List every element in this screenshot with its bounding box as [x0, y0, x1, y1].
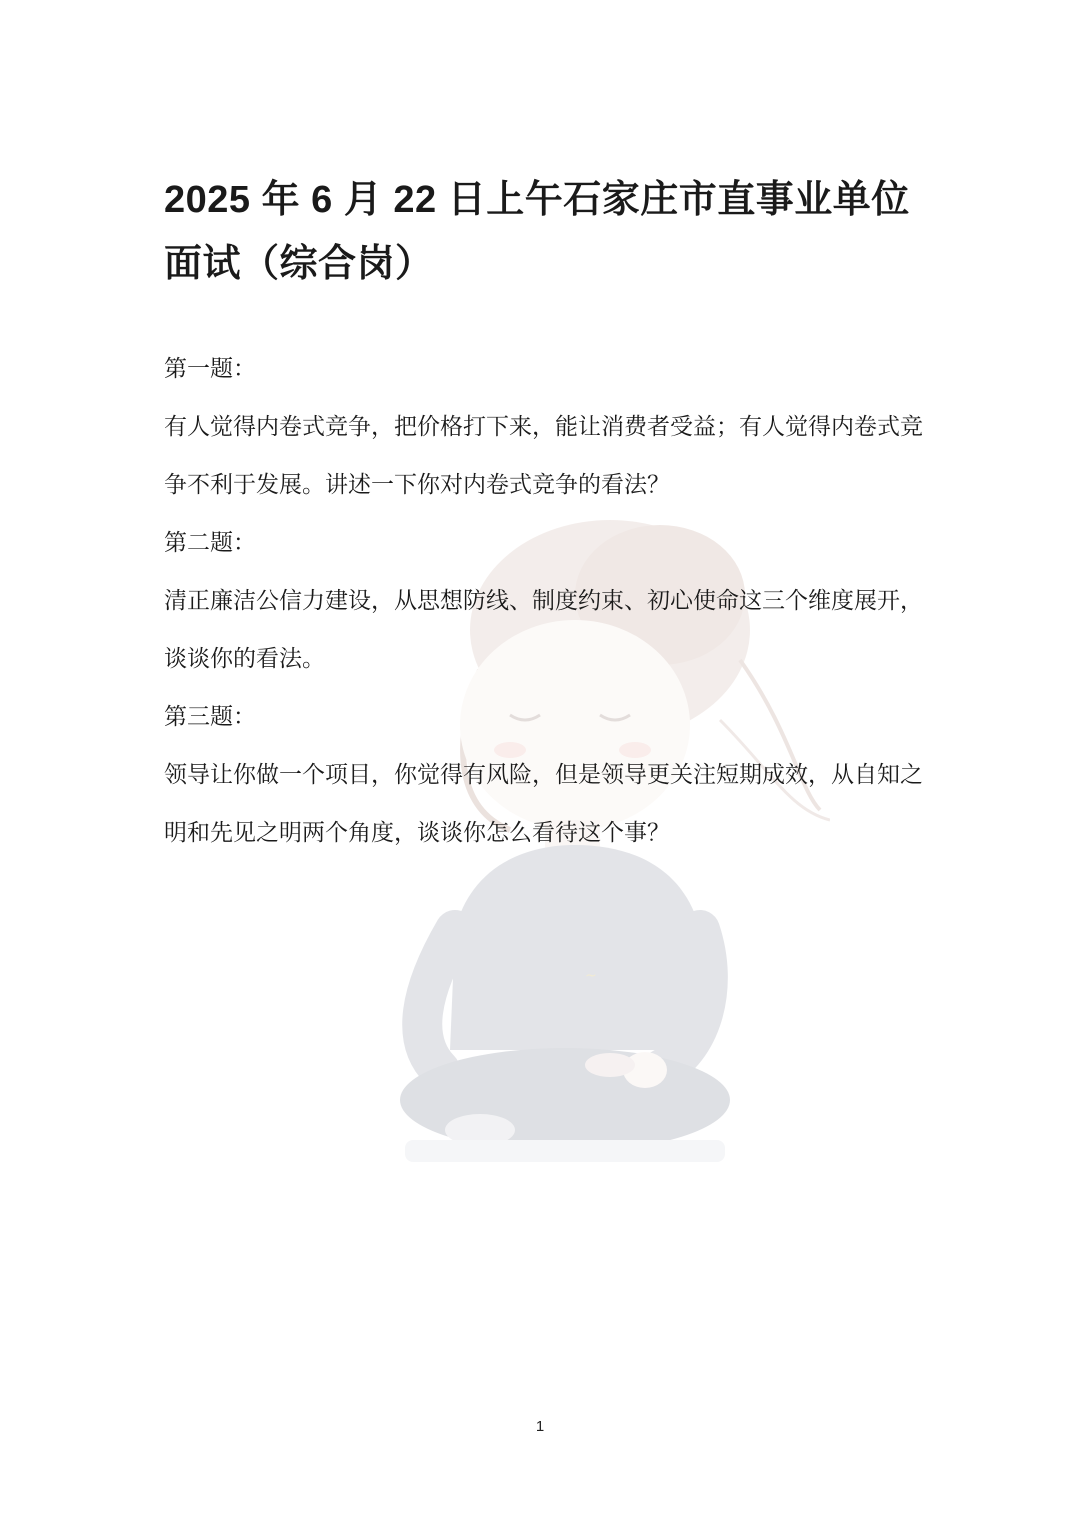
question-text: 清正廉洁公信力建设，从思想防线、制度约束、初心使命这三个维度展开，谈谈你的看法。 [164, 588, 923, 672]
question-1 [164, 340, 924, 514]
question-3 [164, 688, 924, 862]
question-heading: 第一题： [164, 356, 256, 382]
question-heading: 第二题： [164, 530, 256, 556]
question-text: 有人觉得内卷式竞争，把价格打下来，能让消费者受益；有人觉得内卷式竞争不利于发展。讲述一下你对内卷式竞争的看法？ [164, 414, 923, 498]
page-number: 1 [535, 1418, 545, 1435]
question-2 [164, 514, 924, 688]
question-text: 领导让你做一个项目，你觉得有风险，但是领导更关注短期成效，从自知之明和先见之明两个角度，谈谈你怎么看待这个事？ [164, 762, 923, 846]
question-heading: 第三题： [164, 704, 256, 730]
document-title: 2025 年 6 月 22 日上午石家庄市直事业单位面试（综合岗） [164, 179, 910, 285]
svg-text:~: ~ [585, 968, 597, 984]
document-body [164, 168, 924, 862]
